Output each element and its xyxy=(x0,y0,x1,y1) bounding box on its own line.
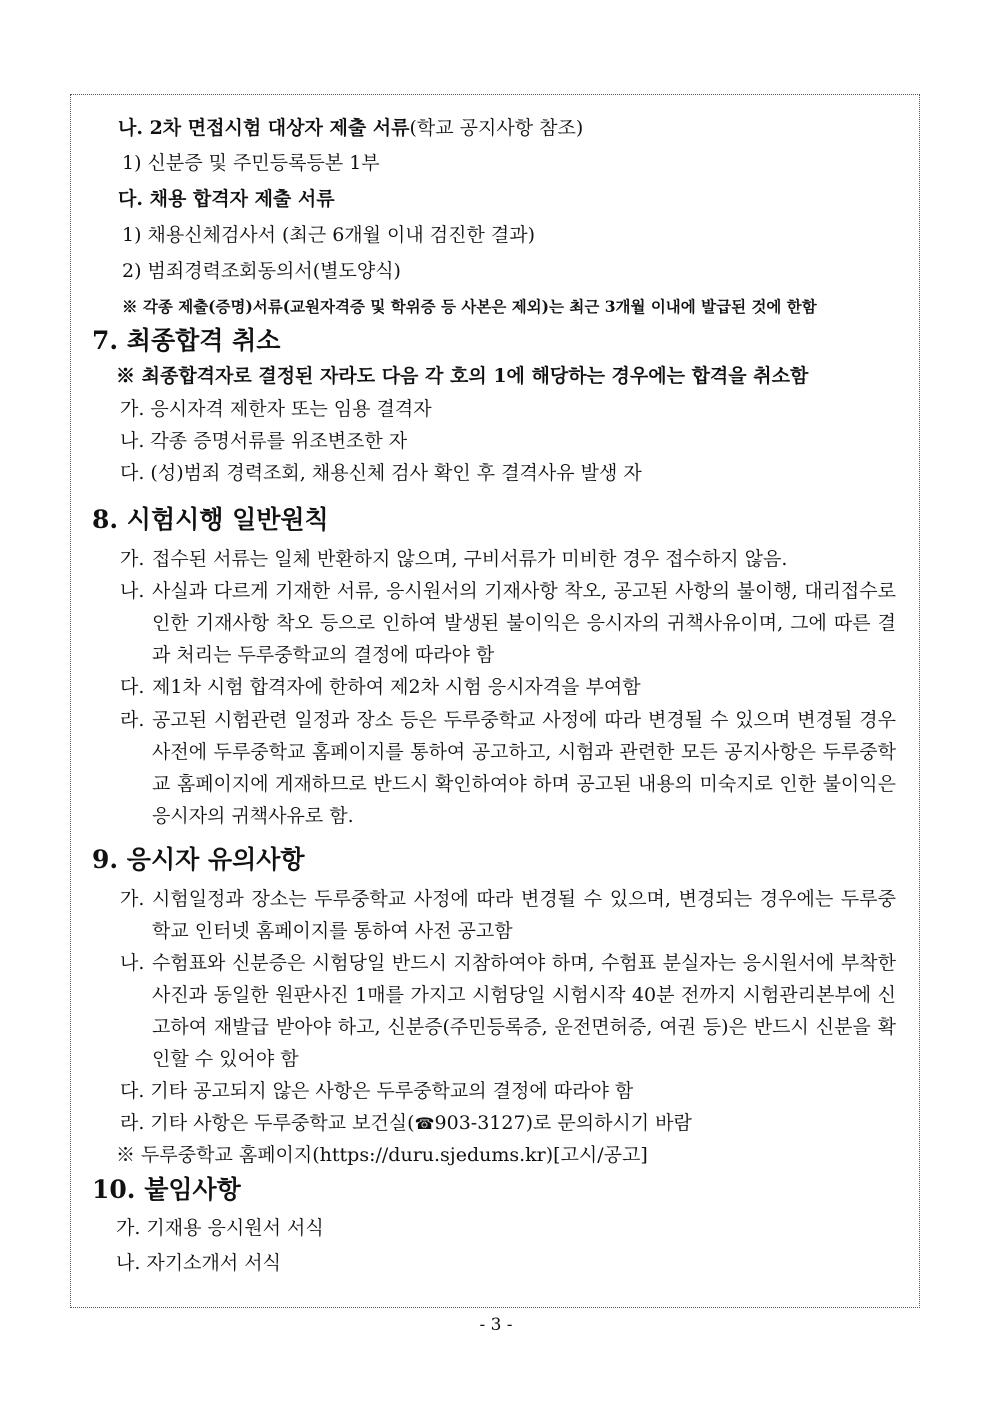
section6-na-title-suffix: (학교 공지사항 참조) xyxy=(409,117,584,139)
section6-na-item1: 1) 신분증 및 주민등록등본 1부 xyxy=(122,152,380,174)
section8-na-label: 나. xyxy=(120,580,145,602)
section6-da-item2: 2) 범죄경력조회동의서(별도양식) xyxy=(122,260,401,282)
section8-da-label: 다. xyxy=(120,676,145,698)
section7-note: ※ 최종합격자로 결정된 자라도 다음 각 호의 1에 해당하는 경우에는 합격을 취소함 xyxy=(116,365,809,387)
section9-ra-suffix: )로 문의하시기 바람 xyxy=(525,1112,692,1134)
page-number: - 3 - xyxy=(479,1315,513,1335)
section9-ga-text xyxy=(152,883,896,947)
section9-ga-label: 가. xyxy=(120,888,145,910)
section9-ra-phone: 903-3127 xyxy=(434,1112,526,1134)
phone-icon: ☎ xyxy=(414,1114,435,1133)
section8-da-text: 제1차 시험 합격자에 한하여 제2차 시험 응시자격을 부여함 xyxy=(152,676,641,698)
section8-ra-text-content: 공고된 시험관련 일정과 장소 등은 두루중학교 사정에 따라 변경될 수 있으며 변경될 경우 사전에 두루중학교 홈페이지를 통하여 공고하고, 시험과 관련한 모든 공지사항은 두루중학교 홈페이지에 게재하므로 반드시 확인하여야 하며 공고된 내용의 미숙지로 인한 불이익은 응시자의 귀책사유로 함. xyxy=(152,709,896,827)
section9-homepage-note: ※ 두루중학교 홈페이지(https://duru.sjedums.kr)[고시/공고] xyxy=(116,1144,648,1166)
section10-heading: 10. 붙임사항 xyxy=(92,1175,241,1204)
section9-da-text: 다. 기타 공고되지 않은 사항은 두루중학교의 결정에 따라야 함 xyxy=(120,1080,634,1102)
section9-ga-text-content: 시험일정과 장소는 두루중학교 사정에 따라 변경될 수 있으며, 변경되는 경우에는 두루중학교 인터넷 홈페이지를 통하여 사전 공고함 xyxy=(152,888,896,942)
section6-da-item1: 1) 채용신체검사서 (최근 6개월 이내 검진한 결과) xyxy=(122,224,536,246)
section9-heading: 9. 응시자 유의사항 xyxy=(92,845,305,874)
section7-item-ga: 가. 응시자격 제한자 또는 임용 결격자 xyxy=(120,398,432,420)
section8-ga-text: 접수된 서류는 일체 반환하지 않으며, 구비서류가 미비한 경우 접수하지 않음. xyxy=(152,548,788,570)
section8-ra-text xyxy=(152,704,896,832)
section7-item-da: 다. (성)범죄 경력조회, 채용신체 검사 확인 후 결격사유 발생 자 xyxy=(120,462,642,484)
section8-heading: 8. 시험시행 일반원칙 xyxy=(92,505,329,534)
section9-na-text xyxy=(152,947,896,1075)
section9-ra-prefix: 라. 기타 사항은 두루중학교 보건실( xyxy=(120,1112,415,1134)
section6-na-title: 나. 2차 면접시험 대상자 제출 서류 xyxy=(118,117,410,139)
section9-na-label: 나. xyxy=(120,952,145,974)
section8-na-text-content: 사실과 다르게 기재한 서류, 응시원서의 기재사항 착오, 공고된 사항의 불이행, 대리접수로 인한 기재사항 착오 등으로 인하여 발생된 불이익은 응시자의 귀책사유이며, 그에 따른 결과 처리는 두루중학교의 결정에 따라야 함 xyxy=(152,580,896,666)
section6-na-title-row xyxy=(118,116,583,140)
section8-ra-label: 라. xyxy=(120,709,145,731)
section9-ra-row xyxy=(120,1111,692,1136)
section10-item-ga: 가. 기재용 응시원서 서식 xyxy=(116,1217,324,1239)
section10-item-na: 나. 자기소개서 서식 xyxy=(116,1252,281,1274)
section8-ga-label: 가. xyxy=(120,548,145,570)
section8-na-text xyxy=(152,575,896,671)
section6-note: ※ 각종 제출(증명)서류(교원자격증 및 학위증 등 사본은 제외)는 최근 3개월 이내에 발급된 것에 한함 xyxy=(122,297,817,316)
section7-heading: 7. 최종합격 취소 xyxy=(92,326,281,355)
section6-da-title: 다. 채용 합격자 제출 서류 xyxy=(118,188,335,210)
section9-na-text-content: 수험표와 신분증은 시험당일 반드시 지참하여야 하며, 수험표 분실자는 응시원서에 부착한 사진과 동일한 원판사진 1매를 가지고 시험당일 시험시작 40분 전까지 시험관리본부에 신고하여 재발급 받아야 하고, 신분증(주민등록증, 운전면허증, 여권 등)은 반드시 신분을 확인할 수 있어야 함 xyxy=(152,952,896,1070)
section7-item-na: 나. 각종 증명서류를 위조변조한 자 xyxy=(120,430,408,452)
